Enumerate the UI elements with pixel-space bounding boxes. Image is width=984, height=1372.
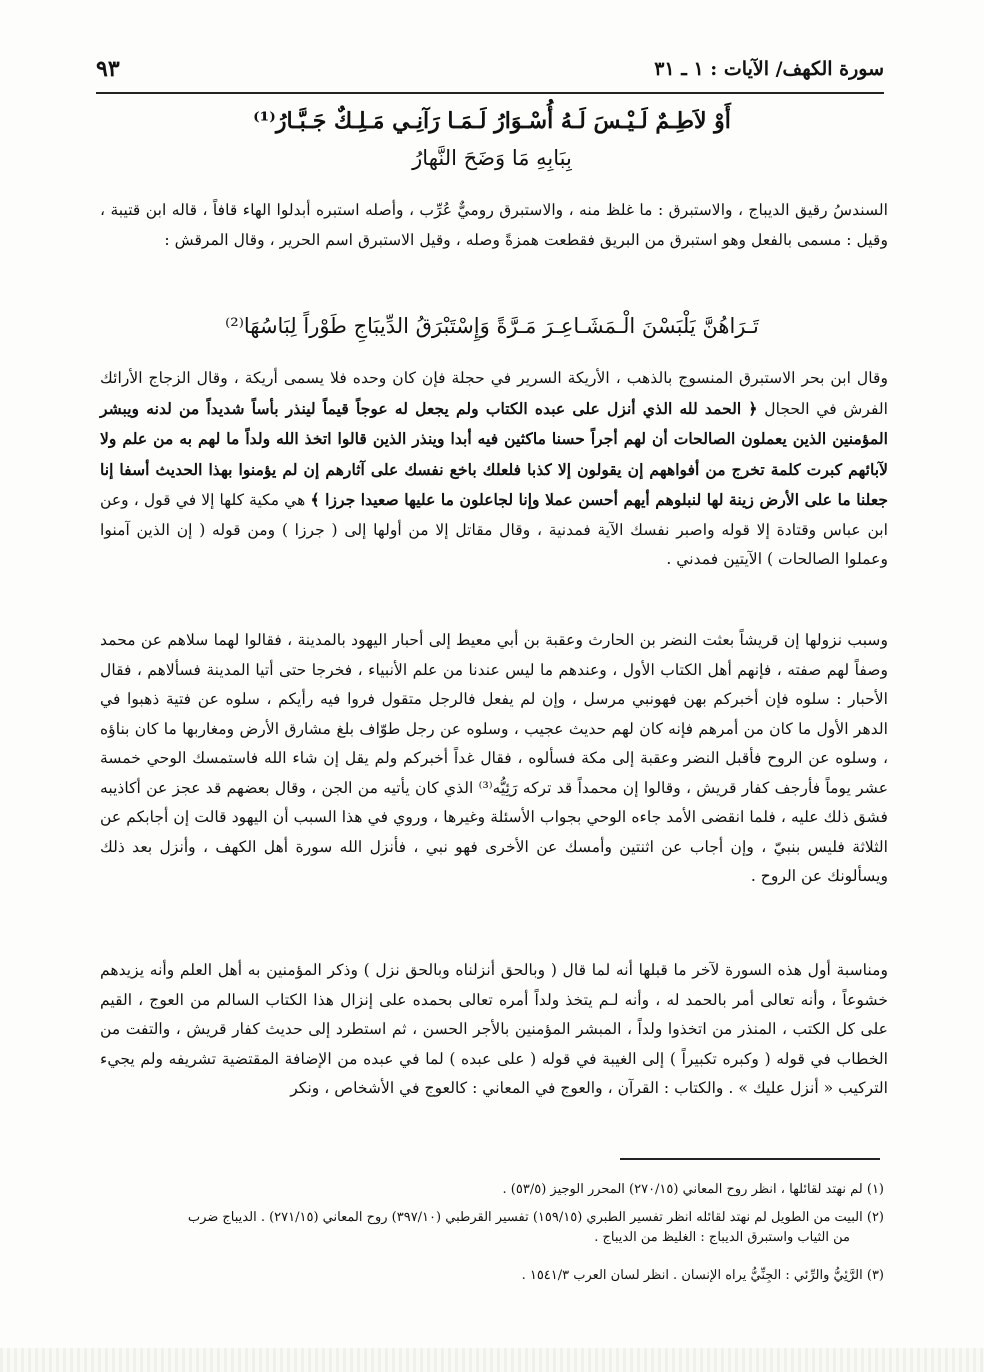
footnote-1: (١) لم نهتد لقائلها ، انظر روح المعاني (٢٧٠/١٥) المحرر الوجيز (٥٣/٥) . — [502, 1182, 884, 1197]
footnote-divider — [620, 1158, 880, 1160]
running-title: سورة الكهف/ الآيات : ١ ـ ٣١ — [654, 58, 884, 80]
page-number: ٩٣ — [96, 56, 120, 82]
para2-part1: وقال ابن بحر الاستبرق المنسوج بالذهب ، الأريكة السرير في حجلة فإن كان وحده فلا يسمى أريكة ، وقال الزجاج الأرائك الفرش في الحجال — [100, 369, 888, 418]
footnote-2-line2: من الثياب واستبرق الديباج : الغليظ من الديباج . — [594, 1230, 850, 1245]
scan-noise-strip — [0, 1348, 984, 1372]
para2-part2: هي مكية كلها إلا في قول ، وعن ابن عباس وقتادة إلا قوله واصبر نفسك الآية فمدنية ، وقال مقاتل إلا من أولها إلى ( جرزا ) ومن قوله ( إن الذين آمنوا وعملوا الصالحات ) الآيتين فمدني . — [100, 491, 888, 568]
footnote-2-line1: (٢) البيت من الطويل لم نهتد لقائله انظر تفسير الطبري (١٥٩/١٥) تفسير القرطبي (٣٩٧/١٠) روح المعاني (٢٧١/١٥) . الديباج ضرب — [187, 1210, 884, 1225]
footnote-2 — [100, 1208, 884, 1248]
paragraph-ibn-bahr — [100, 364, 888, 575]
paragraph-sundus: السندسُ رقيق الديباج ، والاستبرق : ما غلظ منه ، والاستبرق روميٌّ عُرِّب ، وأصله استبره أبدلوا الهاء قافاً ، قاله ابن قتيبة ، وقيل : مسمى بالفعل وهو استبرق من البريق فقطعت همزةً وصله ، وقيل الاستبرق اسم الحرير ، وقال المرقش : — [100, 201, 888, 249]
poem1-line2: بِبَابِهِ مَا وَضَحَ النَّهارُ — [412, 146, 572, 170]
poem1-line1: أَوْ لاَطِـمٌ لَـيْـسَ لَـهُ أُسْـوَارُ لَـمَـا رَآنِـي مَـلِـكٌ جَـبَّـارُ⁽¹⁾ — [253, 108, 731, 134]
paragraph-revelation-cause: وسبب نزولها إن قريشاً بعثت النضر بن الحارث وعقبة بن أبي معيط إلى أحبار اليهود بالمدينة ، فقالوا لهما سلاهم عن محمد وصفاً لهم صفته ، فإنهم أهل الكتاب الأول ، وعندهم ما ليس عندنا من علم الأنبياء ، فخرجا حتى أتيا المدينة فسألاهم ، فقال الأحبار : سلوه فإن أخبركم بهن فهونبي مرسل ، وإن لم يفعل فالرجل متقول فروا فيه رأيكم ، سلوه عن فتية ذهبوا في الدهر الأول ما كان من أمرهم فإنه كان لهم حديث عجيب ، وسلوه عن رجل طوّاف بلغ مشارق الأرض ومغاربها ما كان بناؤه ، وسلوه عن الروح فأقبل النضر وعقبة إلى مكة فسألوه ، فقال غداً أخبركم ولم يقل إن شاء الله فاستمسك الوحي خمسة عشر يوماً فأرجف كفار قريش ، وقالوا إن محمداً قد تركه رَئِيُّه⁽³⁾ الذي كان يأتيه من الجن ، وقال بعضهم قد عجز عن أكاذيبه فشق ذلك عليه ، فلما انقضى الأمد جاءه الوحي بجواب الأسئلة وغيرها ، وروي في هذا السبب أن اليهود قالت إن أجابكم عن الثلاثة فليس بنبيّ ، وإن أجاب عن اثنتين وأمسك عن الأخرى فهو نبي ، فأنزل الله سورة أهل الكهف ، وأنزل بعد ذلك ويسألونك عن الروح . — [100, 631, 888, 885]
quran-verse-quote: ﴿ الحمد لله الذي أنزل على عبده الكتاب ولم يجعل له عوجاً قيماً لينذر بأساً شديداً من لدنه ويبشر المؤمنين الذين يعملون الصالحات أن لهم أجراً حسنا ماكثين فيه أبدا وينذر الذين قالوا اتخذ الله ولداً ما لهم به من علم ولا لآبائهم كبرت كلمة تخرج من أفواههم إن يقولون إلا كذبا فلعلك باخع نفسك على آثارهم إن لم يؤمنوا بهذا الحديث أسفا إنا جعلنا ما على الأرض زينة لها لنبلوهم أيهم أحسن عملا وإنا لجاعلون ما عليها صعيدا جرزا ﴾ — [100, 398, 888, 509]
poem2-line1: تَـرَاهُنَّ يَلْبَسْنَ الْـمَشَـاعِـرَ مَـرَّةً وَإِسْتَبْرَقُ الدِّيبَاجِ طَوْراً لِبَاسُهَا⁽²⁾ — [225, 314, 759, 338]
footnote-3: (٣) الرَّئِيُّ والرِّئي : الجِنِّيُّ يراه الإنسان . انظر لسان العرب ١٥٤١/٣ . — [521, 1268, 884, 1283]
page-header — [96, 52, 884, 94]
paragraph-munasaba: ومناسبة أول هذه السورة لآخر ما قبلها أنه لما قال ( وبالحق أنزلناه وبالحق نزل ) وذكر المؤمنين به أهل العلم وأنه يزيدهم خشوعاً ، وأنه تعالى أمر بالحمد له ، وأنه لـم يتخذ ولداً أمره تعالى بحمده على إنزال هذا الكتاب السالم من العوج ، القيم على كل الكتب ، المنذر من اتخذوا ولداً ، المبشر المؤمنين بالأجر الحسن ، ثم استطرد إلى حديث كفار قريش ، والتفت من الخطاب في قوله ( وكبره تكبيراً ) إلى الغيبة في قوله ( على عبده ) لما في عبده من الإضافة المقتضية تشريفه ولم يجيء التركيب « أنزل عليك » . والكتاب : القرآن ، والعوج في المعاني : كالعوج في الأشخاص ، ونكر — [100, 961, 888, 1097]
